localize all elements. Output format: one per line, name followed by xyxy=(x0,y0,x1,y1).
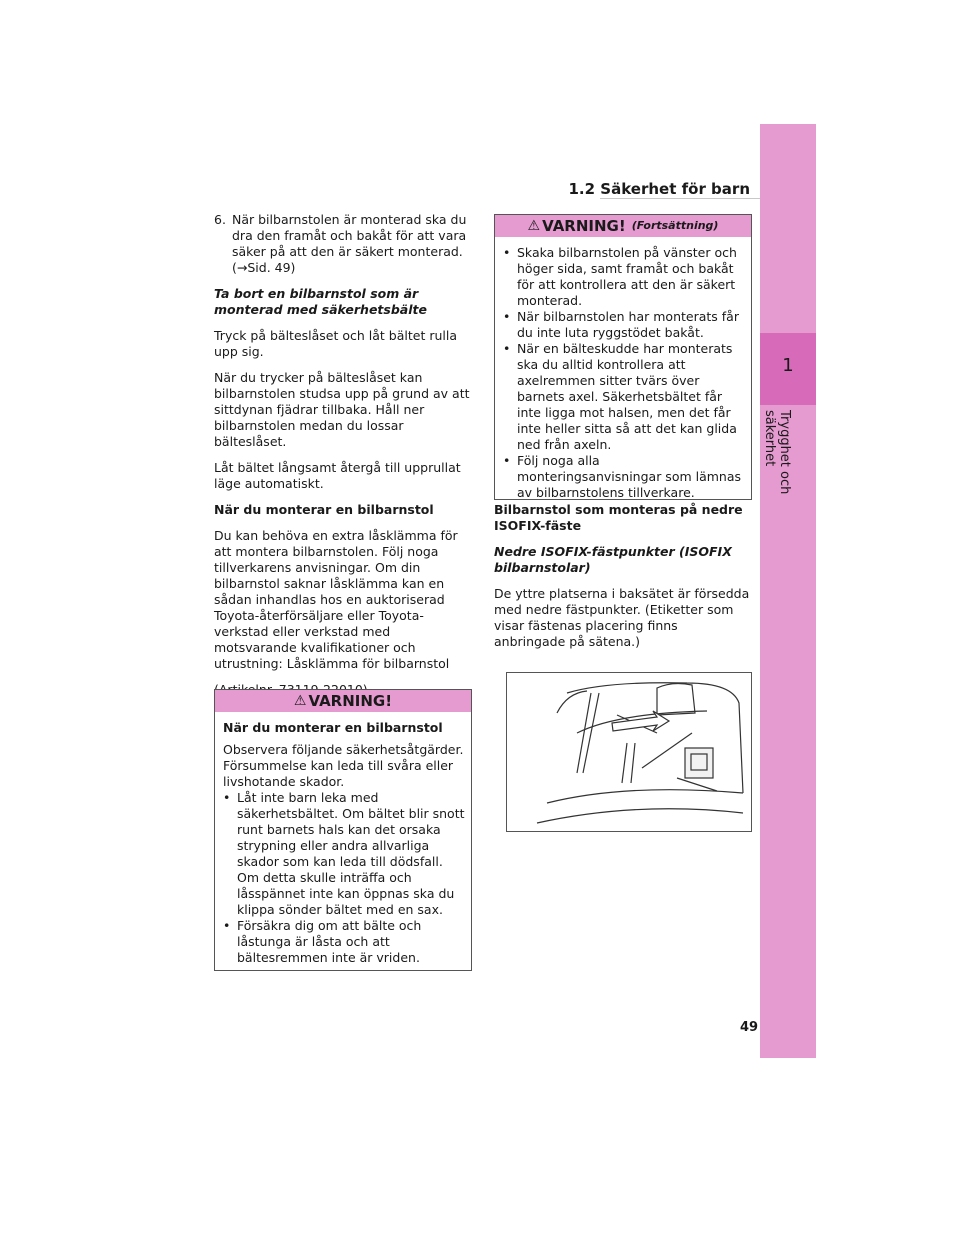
header-divider xyxy=(600,198,760,199)
list-item xyxy=(503,453,745,501)
bullet-icon: • xyxy=(503,341,511,356)
warning-triangle-icon: ⚠ xyxy=(527,218,541,234)
bullet-icon: • xyxy=(503,453,511,468)
bullet-text: När bilbarnstolen har monterats får du inte luta ryggstödet bakåt. xyxy=(517,309,739,340)
chapter-number: 1 xyxy=(782,355,794,376)
list-item xyxy=(223,790,465,918)
warning-triangle-icon: ⚠ xyxy=(293,693,307,709)
paragraph: Låt bältet långsamt återgå till upprullat läge automatiskt. xyxy=(214,460,461,491)
bullet-icon: • xyxy=(503,245,511,260)
isofix-illustration xyxy=(506,672,752,832)
heading-install-seat: När du monterar en bilbarnstol xyxy=(214,502,434,517)
bullet-icon: • xyxy=(223,790,231,805)
warning-box-continued xyxy=(494,214,752,500)
paragraph: Du kan behöva en extra låsklämma för att montera bilbarnstolen. Följ noga tillverkarens anvisningar. Om din bilbarnstol saknar låsklämma kan en sådan inhandlas hos en auktoriserad Toyota-återförsäljare eller Toyota-verkstad eller verkstad med motsvarande kvalifikationer och utrustning: Låsklämma för bilbarnstol xyxy=(214,528,458,671)
warning-header xyxy=(495,215,751,237)
bullet-text: Försäkra dig om att bälte och låstunga är låsta och att bältesremmen inte är vriden. xyxy=(237,918,422,965)
warning-title: VARNING! xyxy=(308,692,393,710)
paragraph: Tryck på bälteslåset och låt bältet rulla upp sig. xyxy=(214,328,457,359)
heading-remove-seat: Ta bort en bilbarnstol som är monterad med säkerhetsbälte xyxy=(214,286,427,317)
warning-continued-label: (Fortsättning) xyxy=(631,219,719,232)
step-number: 6. xyxy=(214,212,226,227)
section-title: 1.2 Säkerhet för barn xyxy=(568,180,750,198)
chapter-label: Trygghet och säkerhet xyxy=(762,410,792,495)
heading-isofix: Bilbarnstol som monteras på nedre ISOFIX-fäste xyxy=(494,502,743,533)
bullet-text: Låt inte barn leka med säkerhetsbältet. Om bältet blir snott runt barnets hals kan det orsaka strypning eller andra allvarliga skador som kan leda till dödsfall. Om detta skulle inträffa och låsspännet inte kan öppnas ska du klippa sönder bältet med en sax. xyxy=(237,790,465,917)
paragraph: De yttre platserna i baksätet är försedda med nedre fästpunkter. (Etiketter som visar fästenas placering finns anbringade på sätena.) xyxy=(494,586,750,649)
warning-body xyxy=(495,237,751,505)
list-item xyxy=(503,245,745,309)
list-item xyxy=(223,918,465,966)
warning-header xyxy=(215,690,471,712)
bullet-icon: • xyxy=(503,309,511,324)
warning-body xyxy=(215,712,471,970)
heading-isofix-points: Nedre ISOFIX-fästpunkter (ISOFIX bilbarnstolar) xyxy=(494,544,732,575)
rear-seat-drawing xyxy=(507,673,751,831)
bullet-text: När en bälteskudde har monterats ska du alltid kontrollera att axelremmen sitter tvärs över barnets axel. Säkerhetsbältet får inte ligga mot halsen, men det får inte heller sitta så att det kan glida ned från axeln. xyxy=(517,341,737,452)
list-item xyxy=(503,341,745,453)
bullet-text: Skaka bilbarnstolen på vänster och höger sida, samt framåt och bakåt för att kontrollera att den är säkert monterad. xyxy=(517,245,737,308)
warning-subheading: När du monterar en bilbarnstol xyxy=(223,720,443,735)
paragraph: När du trycker på bälteslåset kan bilbarnstolen studsa upp på grund av att sittdynan fjädrar tillbaka. Håll ner bilbarnstolen medan du lossar bälteslåset. xyxy=(214,370,470,449)
warning-intro: Observera följande säkerhetsåtgärder. Försummelse kan leda till svåra eller livshotande skador. xyxy=(223,742,464,789)
step-text: När bilbarnstolen är monterad ska du dra den framåt och bakåt för att vara säker på att den är säkert monterad. (→Sid. 49) xyxy=(232,212,467,275)
chapter-side-tab xyxy=(760,124,816,1058)
bullet-text: Följ noga alla monteringsanvisningar som lämnas av bilbarnstolens tillverkare. xyxy=(517,453,742,500)
page-number: 49 xyxy=(740,1020,759,1035)
warning-title: VARNING! xyxy=(542,217,626,235)
left-column xyxy=(214,212,472,708)
bullet-icon: • xyxy=(223,918,231,933)
right-column xyxy=(494,502,752,660)
step-6 xyxy=(214,212,472,286)
list-item xyxy=(503,309,745,341)
warning-box xyxy=(214,689,472,971)
